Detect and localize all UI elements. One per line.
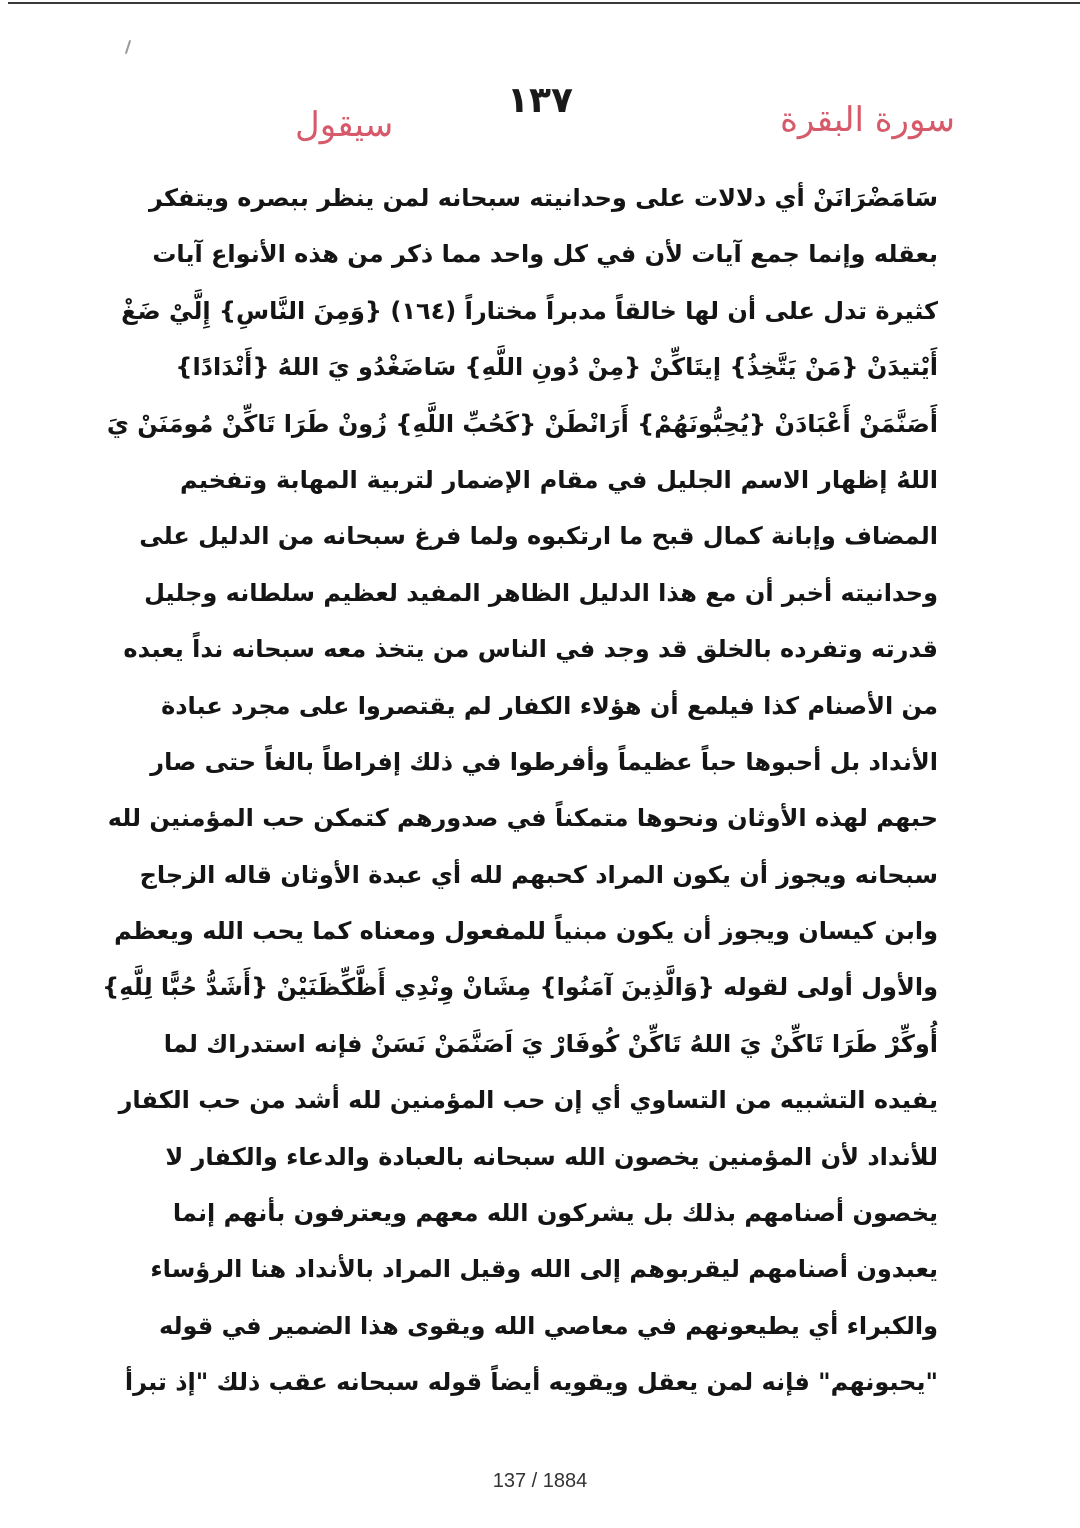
body-line: يعبدون أصنامهم ليقربوهم إلى الله وقيل المراد بالأنداد هنا الرؤساء bbox=[150, 1255, 938, 1284]
body-line: سبحانه ويجوز أن يكون المراد كحبهم لله أي عبدة الأوثان قاله الزجاج bbox=[139, 860, 938, 889]
body-text bbox=[102, 170, 938, 1411]
page-number: ١٣٧ bbox=[507, 80, 573, 121]
body-line: أَيْتيدَنْ {مَنْ يَتَّخِذُ} إيتَاكِّنْ {مِنْ دُونِ اللَّهِ} سَاضَغْدُو يَ اللهُ {أَنْدَادًا} bbox=[175, 353, 938, 382]
body-line: والأول أولى لقوله {وَالَّذِينَ آمَنُوا} مِشَانْ وِنْدِي أَظَّكِّظَنَيْنْ {أَشَدُّ حُبًّا لِلَّهِ} bbox=[102, 973, 938, 1002]
body-line: المضاف وإبانة كمال قبح ما ارتكبوه ولما فرغ سبحانه من الدليل على bbox=[139, 522, 938, 551]
body-line: كثيرة تدل على أن لها خالقاً مدبراً مختاراً (١٦٤) {وَمِنَ النَّاسِ} إِلَّيْ ضَغْ bbox=[121, 296, 938, 325]
body-line: قدرته وتفرده بالخلق قد وجد في الناس من يتخذ معه سبحانه نداً يعبده bbox=[123, 635, 938, 664]
body-line: يفيده التشبيه من التساوي أي إن حب المؤمنين لله أشد من حب الكفار bbox=[118, 1086, 938, 1115]
header-surah-name: سورة البقرة bbox=[780, 100, 955, 140]
body-line: والكبراء أي يطيعونهم في معاصي الله ويقوى هذا الضمير في قوله bbox=[158, 1311, 938, 1340]
body-line: اللهُ إظهار الاسم الجليل في مقام الإضمار لتربية المهابة وتفخيم bbox=[180, 465, 938, 494]
body-line: يخصون أصنامهم بذلك بل يشركون الله معهم ويعترفون بأنهم إنما bbox=[172, 1199, 938, 1228]
body-line: بعقله وإنما جمع آيات لأن في كل واحد مما ذكر من هذه الأنواع آيات bbox=[152, 240, 938, 269]
header-juz-name: سيقول bbox=[295, 105, 394, 145]
body-line: وابن كيسان ويجوز أن يكون مبنياً للمفعول ومعناه كما يحب الله ويعظم bbox=[114, 917, 938, 946]
body-line: "يحبونهم" فإنه لمن يعقل ويقويه أيضاً قوله سبحانه عقب ذلك "إذ تبرأ bbox=[124, 1368, 938, 1397]
body-line: من الأصنام كذا فيلمع أن هؤلاء الكفار لم يقتصروا على مجرد عبادة bbox=[161, 691, 938, 720]
body-line: حبهم لهذه الأوثان ونحوها متمكناً في صدورهم كتمكن حب المؤمنين لله bbox=[107, 804, 938, 833]
body-line: أَصَنَّمَنْ أَعْبَادَنْ {يُحِبُّونَهُمْ} أَرَانْطَنْ {كَحُبِّ اللَّهِ} زُونْ طَرَا تَاكِّنْ مُومَنَنْ يَ bbox=[106, 409, 938, 438]
body-line: وحدانيته أخبر أن مع هذا الدليل الظاهر المفيد لعظيم سلطانه وجليل bbox=[144, 578, 938, 607]
top-border-line bbox=[8, 2, 1080, 4]
body-line: أُوكِّرْ طَرَا تَاكِّنْ يَ اللهُ تَاكِّنْ كُوفَارْ يَ اَصَنَّمَنْ نَسَنْ فإنه استدراك لما bbox=[163, 1029, 938, 1058]
margin-pen-mark bbox=[125, 40, 131, 54]
footer-page-counter: 137 / 1884 bbox=[492, 1470, 588, 1492]
body-line: للأنداد لأن المؤمنين يخصون الله سبحانه بالعبادة والدعاء والكفار لا bbox=[165, 1142, 938, 1171]
body-line: الأنداد بل أحبوها حباً عظيماً وأفرطوا في ذلك إفراطاً بالغاً حتى صار bbox=[150, 747, 938, 776]
body-line: سَامَضْرَانَنْ أي دلالات على وحدانيته سبحانه لمن ينظر ببصره ويتفكر bbox=[149, 184, 938, 212]
